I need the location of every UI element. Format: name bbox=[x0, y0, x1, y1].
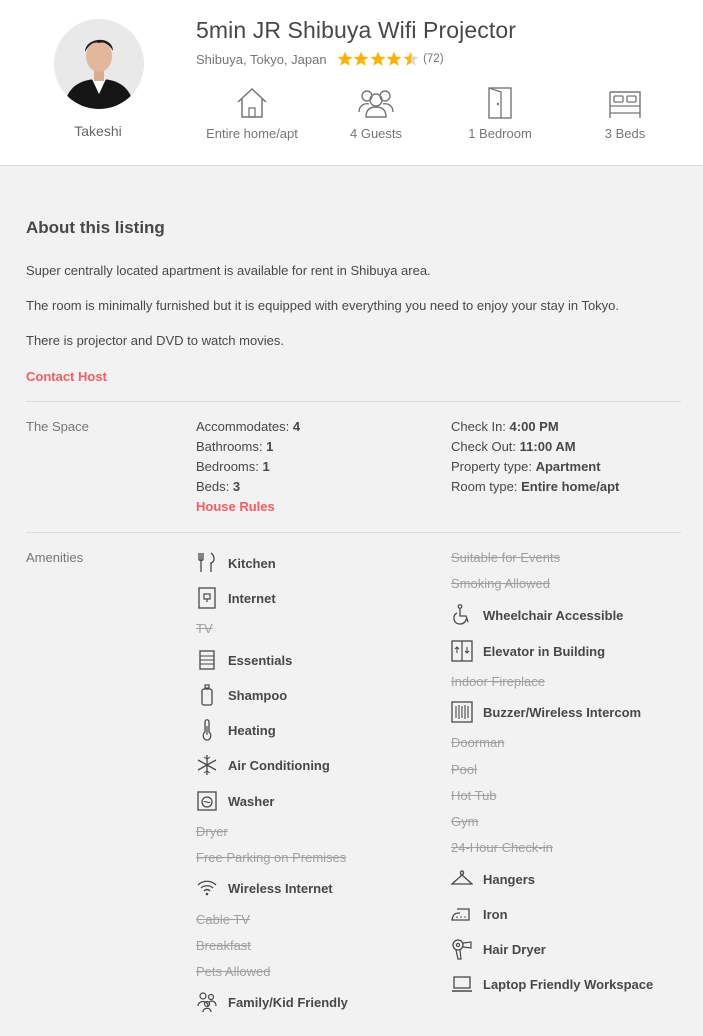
summary-guests bbox=[311, 86, 441, 141]
star-icon bbox=[353, 51, 369, 67]
amenity-24-hour-check-in: 24-Hour Check-in bbox=[451, 840, 553, 855]
space-details-left bbox=[196, 417, 300, 517]
snowflake-icon bbox=[196, 754, 218, 776]
divider bbox=[26, 401, 681, 402]
amenity-pets-allowed: Pets Allowed bbox=[196, 964, 271, 979]
space-row: Check Out: 11:00 AM bbox=[451, 439, 576, 454]
amenity-family-kid-friendly: Family/Kid Friendly bbox=[196, 991, 348, 1013]
washer-icon bbox=[196, 790, 218, 812]
family-icon bbox=[196, 991, 218, 1013]
guests-icon bbox=[357, 86, 395, 120]
amenities-section-label: Amenities bbox=[26, 550, 84, 565]
amenity-tv: TV bbox=[196, 621, 213, 636]
shampoo-icon bbox=[196, 684, 218, 706]
space-row: Bedrooms: 1 bbox=[196, 459, 270, 474]
star-icon bbox=[337, 51, 353, 67]
host-avatar[interactable] bbox=[54, 19, 144, 109]
door-icon bbox=[485, 86, 515, 120]
amenity-suitable-for-events: Suitable for Events bbox=[451, 550, 561, 565]
star-icon bbox=[403, 51, 419, 67]
wifi-icon bbox=[196, 877, 218, 899]
iron-icon bbox=[451, 903, 473, 925]
amenity-kitchen: Kitchen bbox=[196, 552, 276, 574]
space-row: Property type: Apartment bbox=[451, 459, 601, 474]
amenity-shampoo: Shampoo bbox=[196, 684, 287, 706]
beds-label: 3 Beds bbox=[604, 126, 646, 141]
review-count[interactable]: (72) bbox=[423, 53, 444, 65]
amenity-laptop-workspace: Laptop Friendly Workspace bbox=[451, 973, 653, 995]
house-rules-link[interactable]: House Rules bbox=[196, 499, 275, 514]
amenity-hot-tub: Hot Tub bbox=[451, 788, 497, 803]
bedrooms-label: 1 Bedroom bbox=[468, 126, 532, 141]
bed-icon bbox=[607, 86, 643, 120]
heating-icon bbox=[196, 719, 218, 741]
amenity-hangers: Hangers bbox=[451, 868, 535, 890]
kitchen-icon bbox=[196, 552, 218, 574]
wheelchair-icon bbox=[451, 604, 473, 626]
listing-details bbox=[0, 166, 703, 1036]
amenity-cable-tv: Cable TV bbox=[196, 912, 250, 927]
summary-room-type bbox=[187, 86, 317, 141]
divider bbox=[26, 532, 681, 533]
amenity-gym: Gym bbox=[451, 814, 479, 829]
star-icon bbox=[370, 51, 386, 67]
amenity-breakfast: Breakfast bbox=[196, 938, 251, 953]
laptop-icon bbox=[451, 973, 473, 995]
space-row: Room type: Entire home/apt bbox=[451, 479, 620, 494]
essentials-icon bbox=[196, 649, 218, 671]
contact-host-link[interactable]: Contact Host bbox=[26, 369, 107, 384]
about-heading: About this listing bbox=[26, 218, 165, 237]
elevator-icon bbox=[451, 640, 473, 662]
summary-bedrooms bbox=[435, 86, 565, 141]
amenity-indoor-fireplace: Indoor Fireplace bbox=[451, 674, 545, 689]
space-row: Beds: 3 bbox=[196, 479, 241, 494]
listing-title: 5min JR Shibuya Wifi Projector bbox=[196, 17, 516, 43]
amenity-hair-dryer: Hair Dryer bbox=[451, 938, 546, 960]
amenity-doorman: Doorman bbox=[451, 735, 505, 750]
amenity-wireless-internet: Wireless Internet bbox=[196, 877, 333, 899]
intercom-icon bbox=[451, 701, 473, 723]
hanger-icon bbox=[451, 868, 473, 890]
amenity-pool: Pool bbox=[451, 762, 478, 777]
amenity-essentials: Essentials bbox=[196, 649, 292, 671]
listing-location[interactable]: Shibuya, Tokyo, Japan bbox=[196, 51, 327, 67]
about-paragraph: Super centrally located apartment is available for rent in Shibuya area. bbox=[26, 263, 431, 278]
star-icon bbox=[386, 51, 402, 67]
amenity-wheelchair-accessible: Wheelchair Accessible bbox=[451, 604, 623, 626]
amenity-internet: Internet bbox=[196, 587, 276, 609]
hair-dryer-icon bbox=[451, 938, 473, 960]
amenity-air-conditioning: Air Conditioning bbox=[196, 754, 330, 776]
amenity-heating: Heating bbox=[196, 719, 276, 741]
listing-header bbox=[0, 0, 703, 166]
amenity-smoking-allowed: Smoking Allowed bbox=[451, 576, 550, 591]
space-details-right bbox=[451, 417, 619, 497]
space-row: Check In: 4:00 PM bbox=[451, 419, 559, 434]
host-name[interactable]: Takeshi bbox=[74, 123, 122, 139]
space-section-label: The Space bbox=[26, 419, 89, 434]
amenity-dryer: Dryer bbox=[196, 824, 228, 839]
room-type-label: Entire home/apt bbox=[206, 126, 298, 141]
amenity-free-parking: Free Parking on Premises bbox=[196, 850, 347, 865]
about-paragraph: The room is minimally furnished but it is equipped with everything you need to enjoy your stay in Tokyo. bbox=[26, 298, 620, 313]
space-row: Bathrooms: 1 bbox=[196, 439, 274, 454]
internet-icon bbox=[196, 587, 218, 609]
amenity-iron: Iron bbox=[451, 903, 508, 925]
about-paragraph: There is projector and DVD to watch movies. bbox=[26, 333, 284, 348]
star-rating bbox=[337, 51, 420, 67]
amenity-buzzer-intercom: Buzzer/Wireless Intercom bbox=[451, 701, 641, 723]
summary-beds bbox=[560, 86, 690, 141]
amenity-washer: Washer bbox=[196, 790, 274, 812]
space-row: Accommodates: 4 bbox=[196, 419, 301, 434]
amenity-elevator: Elevator in Building bbox=[451, 640, 605, 662]
guests-label: 4 Guests bbox=[349, 126, 403, 141]
location-row bbox=[196, 51, 444, 67]
house-icon bbox=[235, 86, 269, 120]
